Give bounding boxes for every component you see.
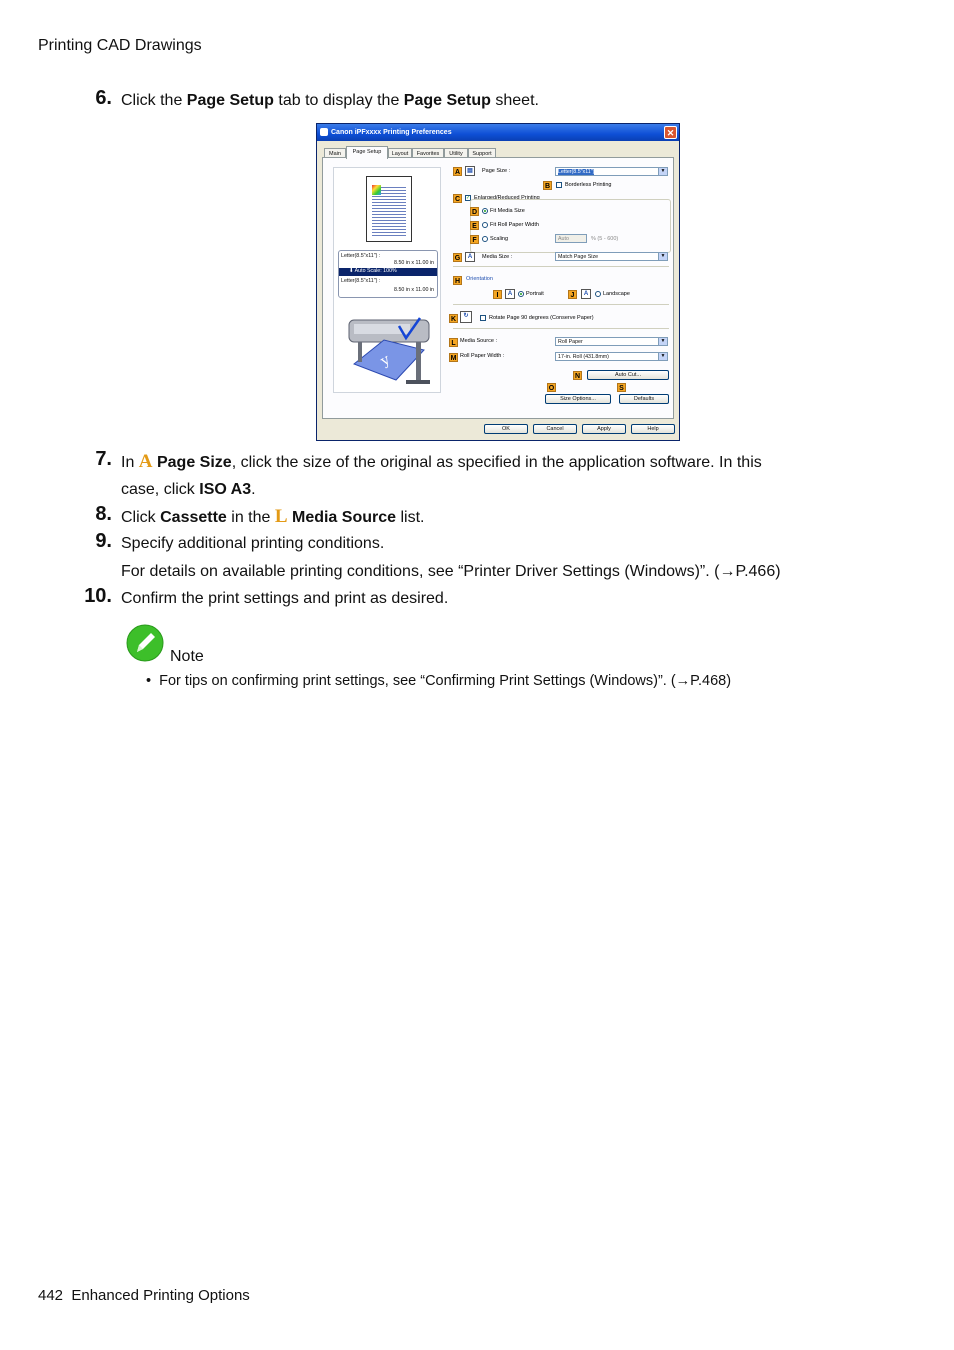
label-a: A [454, 169, 461, 176]
label-i: I [493, 290, 502, 299]
page-size-select[interactable]: Letter(8.5"x11") ▼ [555, 167, 668, 176]
running-header: Printing CAD Drawings [38, 37, 202, 54]
step-8-text: Click Cassette in the L Media Source list. [121, 506, 425, 527]
note-item: • For tips on confirming print settings, see “Confirming Print Settings (Windows)”. (→P.468) [146, 673, 732, 689]
landscape-label: Landscape [603, 291, 630, 297]
enlarged-checkbox[interactable]: ✓ [466, 195, 471, 201]
label-o: O [548, 385, 555, 392]
portrait-icon: A [505, 289, 515, 299]
portrait-radio[interactable] [518, 291, 524, 297]
label-j: J [568, 290, 577, 299]
page-preview [366, 176, 412, 242]
label-k: K [450, 316, 457, 323]
fit-media-label: Fit Media Size [490, 208, 525, 214]
divider [453, 328, 669, 329]
help-button[interactable]: Help [631, 424, 675, 434]
borderless-label: Borderless Printing [565, 182, 612, 188]
step-number: 8. [95, 503, 112, 525]
label-s: S [617, 383, 626, 392]
media-source-label: Media Source : [460, 338, 497, 344]
info-original-size: Letter(8.5"x11") : [341, 253, 381, 259]
media-size-icon: A [465, 252, 475, 262]
close-icon[interactable]: ✕ [664, 126, 677, 139]
info-output-dims: 8.50 in x 11.00 in [394, 287, 434, 293]
divider [453, 304, 669, 305]
page-footer: 442 Enhanced Printing Options [38, 1287, 250, 1304]
scaling-label: Scaling [490, 236, 509, 242]
image-thumbnail-icon [372, 185, 381, 195]
note-pencil-icon [126, 624, 164, 662]
page-setup-panel [322, 157, 674, 419]
info-original-dims: 8.50 in x 11.00 in [394, 260, 434, 266]
step-number: 7. [95, 448, 112, 470]
tab-favorites[interactable]: Favorites [412, 148, 444, 158]
chevron-down-icon: ▼ [658, 353, 667, 360]
label-c: C [454, 196, 461, 203]
divider [453, 266, 669, 267]
rotate-page-icon: ↻ [460, 311, 472, 323]
page-size-icon: ▤ [465, 166, 475, 176]
tab-main[interactable]: Main [324, 148, 346, 158]
chevron-down-icon: ▼ [658, 253, 667, 260]
ok-button[interactable]: OK [484, 424, 528, 434]
roll-width-select[interactable]: 17-in. Roll (431.8mm) ▼ [555, 352, 668, 361]
orientation-label: Orientation [466, 276, 493, 282]
rotate-label: Rotate Page 90 degrees (Conserve Paper) [489, 315, 594, 321]
chevron-down-icon: ▼ [658, 168, 667, 175]
size-info-box [338, 250, 438, 298]
borderless-checkbox[interactable] [556, 182, 562, 188]
scaling-range: % (5 - 600) [591, 236, 619, 242]
media-size-label: Media Size : [482, 254, 513, 260]
fit-roll-label: Fit Roll Paper Width [490, 222, 539, 228]
step-number: 10. [84, 585, 112, 607]
svg-text:y: y [378, 351, 393, 370]
enlarged-label: Enlarged/Reduced Printing [474, 195, 540, 201]
step-6-text: Click the Page Setup tab to display the Page Setup sheet. [121, 92, 539, 109]
label-b: B [544, 183, 551, 190]
media-size-select[interactable]: Match Page Size ▼ [555, 252, 668, 261]
page-size-label: Page Size : [482, 168, 511, 174]
step-number: 6. [95, 87, 112, 109]
fit-media-radio[interactable] [482, 208, 488, 214]
note-label: Note [170, 648, 204, 665]
step-7-text: In A Page Size, click the size of the original as specified in the application software. In this [121, 451, 762, 472]
auto-cut-button[interactable]: Auto Cut... [587, 370, 669, 380]
label-m: M [450, 355, 457, 362]
tab-layout[interactable]: Layout [388, 148, 412, 158]
info-auto-scale: ⬇ Auto Scale: 100% [339, 268, 437, 276]
size-options-button[interactable]: Size Options... [545, 394, 611, 404]
label-l: L [449, 338, 458, 347]
apply-button[interactable]: Apply [582, 424, 626, 434]
media-source-select[interactable]: Roll Paper ▼ [555, 337, 668, 346]
step-10-text: Confirm the print settings and print as desired. [121, 590, 449, 607]
preview-pane [333, 167, 441, 393]
info-output-size: Letter(8.5"x11") : [341, 278, 381, 284]
defaults-button[interactable]: Defaults [619, 394, 669, 404]
label-h: H [454, 278, 461, 285]
roll-width-label: Roll Paper Width : [460, 353, 505, 359]
tab-support[interactable]: Support [468, 148, 496, 158]
scaling-input[interactable]: Auto [555, 234, 587, 243]
portrait-label: Portrait [526, 291, 544, 297]
tab-utility[interactable]: Utility [444, 148, 468, 158]
dialog-title: Canon iPFxxxx Printing Preferences [331, 129, 452, 136]
step-9-detail: For details on available printing conditions, see “Printer Driver Settings (Windows)”. (→P.466) [121, 563, 781, 580]
chevron-down-icon: ▼ [658, 338, 667, 345]
rotate-checkbox[interactable] [480, 315, 486, 321]
label-d: D [471, 209, 478, 216]
label-e: E [470, 221, 479, 230]
label-f: F [470, 235, 479, 244]
step-number: 9. [95, 530, 112, 552]
fit-roll-radio[interactable] [482, 222, 488, 228]
printing-preferences-screenshot [316, 123, 680, 441]
step-7-text-cont: case, click ISO A3. [121, 481, 256, 498]
landscape-radio[interactable] [595, 291, 601, 297]
step-9-text: Specify additional printing conditions. [121, 535, 385, 552]
label-n: N [574, 373, 581, 380]
landscape-icon: A [581, 289, 591, 299]
tab-page-setup[interactable]: Page Setup [346, 146, 388, 159]
scaling-radio[interactable] [482, 236, 488, 242]
label-g: G [454, 255, 461, 262]
cancel-button[interactable]: Cancel [533, 424, 577, 434]
printer-illustration-icon [344, 306, 436, 394]
dialog-titlebar [317, 124, 679, 141]
printer-app-icon [320, 128, 328, 136]
